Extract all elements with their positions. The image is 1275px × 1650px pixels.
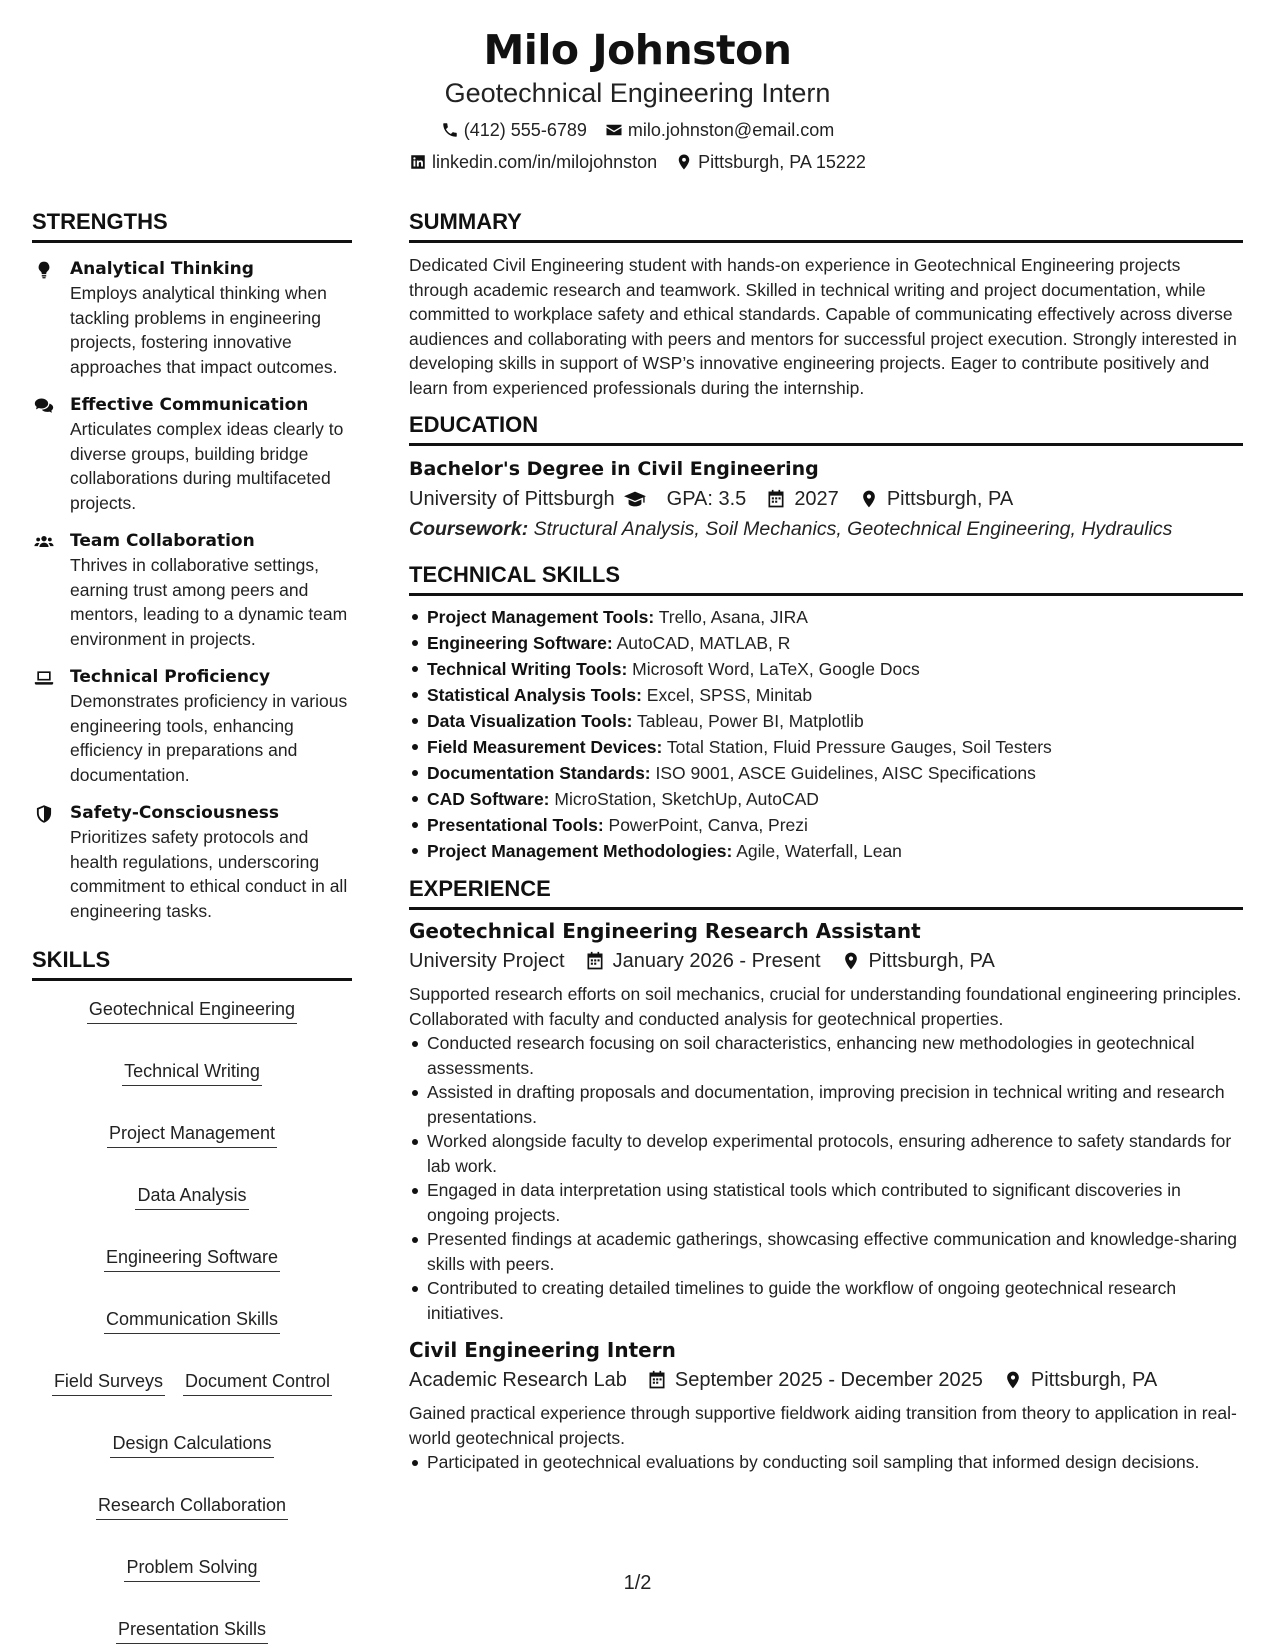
degree-title: Bachelor's Degree in Civil Engineering (409, 458, 819, 480)
tech-skill-item: CAD Software: MicroStation, SketchUp, AutoCAD (409, 786, 1243, 812)
job-meta (409, 1365, 1243, 1395)
map-pin-icon (859, 489, 879, 509)
strength-title: Analytical Thinking (70, 259, 254, 279)
tech-skill-item: Project Management Methodologies: Agile, Waterfall, Lean (409, 838, 1243, 864)
email-text: milo.johnston@email.com (627, 120, 835, 140)
job-organization: Academic Research Lab (409, 1369, 627, 1391)
strength-description: Thrives in collaborative settings, earning trust among peers and mentors, leading to a dynamic team environment in projects. (70, 555, 348, 649)
experience-heading: EXPERIENCE (409, 876, 1243, 910)
job-bullet: Engaged in data interpretation using statistical tools which contributed to significant discoveries in ongoing projects. (409, 1178, 1243, 1227)
education-location-text: Pittsburgh, PA (886, 488, 1014, 510)
summary-heading: SUMMARY (409, 209, 1243, 243)
graduation-cap-icon (623, 488, 647, 510)
skill-tag: Problem Solving (124, 1556, 259, 1582)
shield-icon (34, 804, 54, 824)
calendar-icon (647, 1370, 667, 1390)
location-text: Pittsburgh, PA 15222 (698, 152, 866, 172)
email-contact (605, 117, 834, 143)
strength-description: Employs analytical thinking when tackling problems in engineering projects, fostering innovative approaches that impact outcomes. (70, 283, 338, 377)
candidate-title: Geotechnical Engineering Intern (444, 78, 831, 108)
tech-skill-item: Presentational Tools: PowerPoint, Canva, Prezi (409, 812, 1243, 838)
page-number: 1/2 (623, 1572, 652, 1594)
strength-title: Effective Communication (70, 395, 309, 415)
job-bullets (409, 1031, 1243, 1325)
graduation-year (766, 484, 839, 514)
resume-header (0, 22, 1275, 175)
job-description: Gained practical experience through supportive fieldwork aiding transition from theory to application in real-world geotechnical projects. (409, 1403, 1237, 1448)
tech-skill-item: Project Management Tools: Trello, Asana, JIRA (409, 604, 1243, 630)
job-bullet: Assisted in drafting proposals and documentation, improving precision in technical writing and research presentations. (409, 1080, 1243, 1129)
job-entry (409, 1335, 1243, 1475)
technical-skills-heading: TECHNICAL SKILLS (409, 562, 1243, 596)
strength-title: Team Collaboration (70, 531, 255, 551)
job-bullet: Presented findings at academic gatherings, showcasing effective communication and knowledge-sharing skills with peers. (409, 1227, 1243, 1276)
job-entry (409, 916, 1243, 1325)
skill-tag: Research Collaboration (96, 1494, 288, 1520)
job-meta (409, 946, 1243, 976)
strength-item (32, 801, 352, 923)
skill-tag: Presentation Skills (116, 1618, 268, 1644)
tech-skill-item: Data Visualization Tools: Tableau, Power BI, Matplotlib (409, 708, 1243, 734)
technical-skills-list (409, 604, 1243, 864)
skill-tag: Communication Skills (104, 1308, 280, 1334)
tech-skill-item: Statistical Analysis Tools: Excel, SPSS, Minitab (409, 682, 1243, 708)
job-dates: September 2025 - December 2025 (647, 1365, 983, 1395)
skill-tag: Field Surveys (52, 1370, 165, 1396)
laptop-icon (34, 668, 54, 688)
skill-tag: Design Calculations (110, 1432, 273, 1458)
strengths-heading: STRENGTHS (32, 209, 352, 243)
tech-skill-item: Technical Writing Tools: Microsoft Word, LaTeX, Google Docs (409, 656, 1243, 682)
linkedin-icon (409, 153, 427, 171)
education-heading: EDUCATION (409, 412, 1243, 446)
strength-item (32, 529, 352, 651)
skill-tag: Technical Writing (122, 1060, 262, 1086)
job-title: Geotechnical Engineering Research Assistant (409, 919, 921, 943)
skill-tag: Data Analysis (135, 1184, 248, 1210)
job-bullet: Conducted research focusing on soil characteristics, enhancing new methodologies in geotechnical assessments. (409, 1031, 1243, 1080)
strength-description: Articulates complex ideas clearly to diverse groups, building bridge collaborations during multifaceted projects. (70, 419, 344, 513)
tech-skill-item: Field Measurement Devices: Total Station, Fluid Pressure Gauges, Soil Testers (409, 734, 1243, 760)
phone-contact (441, 117, 587, 143)
job-location: Pittsburgh, PA (1003, 1365, 1157, 1395)
skills-heading: SKILLS (32, 947, 352, 981)
calendar-icon (585, 951, 605, 971)
coursework-label: Coursework: (409, 518, 529, 540)
tech-skill-item: Engineering Software: AutoCAD, MATLAB, R (409, 630, 1243, 656)
calendar-icon (766, 489, 786, 509)
strength-title: Safety-Consciousness (70, 803, 279, 823)
skills-list (32, 998, 352, 1644)
gpa (667, 484, 747, 514)
job-title: Civil Engineering Intern (409, 1338, 676, 1362)
job-dates: January 2026 - Present (585, 946, 821, 976)
job-description: Supported research efforts on soil mechanics, crucial for understanding foundational engineering principles. Collaborated with faculty and conducted analysis for geotechnical properties. (409, 984, 1242, 1029)
envelope-icon (605, 121, 623, 139)
contact-row-2 (0, 149, 1275, 175)
job-location: Pittsburgh, PA (841, 946, 995, 976)
strength-title: Technical Proficiency (70, 667, 271, 687)
job-bullet: Worked alongside faculty to develop experimental protocols, ensuring adherence to safety standards for lab work. (409, 1129, 1243, 1178)
strength-item (32, 257, 352, 379)
strength-item (32, 393, 352, 515)
year-text: 2027 (794, 488, 839, 510)
candidate-name: Milo Johnston (483, 26, 792, 74)
left-column (32, 209, 352, 1644)
location-contact (675, 149, 866, 175)
job-bullet: Contributed to creating detailed timelines to guide the workflow of ongoing geotechnical research initiatives. (409, 1276, 1243, 1325)
gpa-text: GPA: 3.5 (666, 488, 747, 510)
strength-description: Demonstrates proficiency in various engineering tools, enhancing efficiency in preparations and documentation. (70, 691, 348, 785)
education-location (859, 484, 1013, 514)
map-pin-icon (1003, 1370, 1023, 1390)
phone-text: (412) 555-6789 (463, 120, 587, 140)
job-bullet: Participated in geotechnical evaluations by conducting soil sampling that informed design decisions. (409, 1450, 1243, 1475)
linkedin-contact (409, 149, 657, 175)
summary-text: Dedicated Civil Engineering student with hands-on experience in Geotechnical Engineering projects through academic research and teamwork. Skilled in technical writing and project documentation, while committed to workplace safety and ethical standards. Capable of communicating effectively across diverse audiences and collaborating with peers and mentors for successful project execution. Strongly interested in developing skills in support of WSP’s innovative engineering projects. Eager to contribute positively and learn from experienced professionals during the internship. (409, 255, 1237, 398)
comments-icon (34, 396, 54, 416)
strength-item (32, 665, 352, 787)
tech-skill-item: Documentation Standards: ISO 9001, ASCE Guidelines, AISC Specifications (409, 760, 1243, 786)
map-pin-icon (675, 153, 693, 171)
lightbulb-icon (34, 260, 54, 280)
job-organization: University Project (409, 950, 565, 972)
strength-description: Prioritizes safety protocols and health regulations, underscoring commitment to ethical conduct in all engineering tasks. (70, 827, 348, 921)
contact-row-1 (0, 117, 1275, 143)
phone-icon (441, 121, 459, 139)
coursework-text: Structural Analysis, Soil Mechanics, Geotechnical Engineering, Hydraulics (533, 518, 1173, 540)
job-bullets (409, 1450, 1243, 1475)
skill-tag: Project Management (107, 1122, 277, 1148)
map-pin-icon (841, 951, 861, 971)
skill-tag: Engineering Software (104, 1246, 280, 1272)
coursework (409, 514, 1243, 544)
school-text: University of Pittsburgh (409, 488, 615, 510)
education-meta (409, 484, 1243, 514)
school-name (409, 484, 647, 514)
linkedin-text: linkedin.com/in/milojohnston (432, 152, 658, 172)
users-icon (34, 532, 54, 552)
skill-tag: Geotechnical Engineering (87, 998, 297, 1024)
right-column (409, 209, 1243, 1475)
skill-tag: Document Control (183, 1370, 332, 1396)
